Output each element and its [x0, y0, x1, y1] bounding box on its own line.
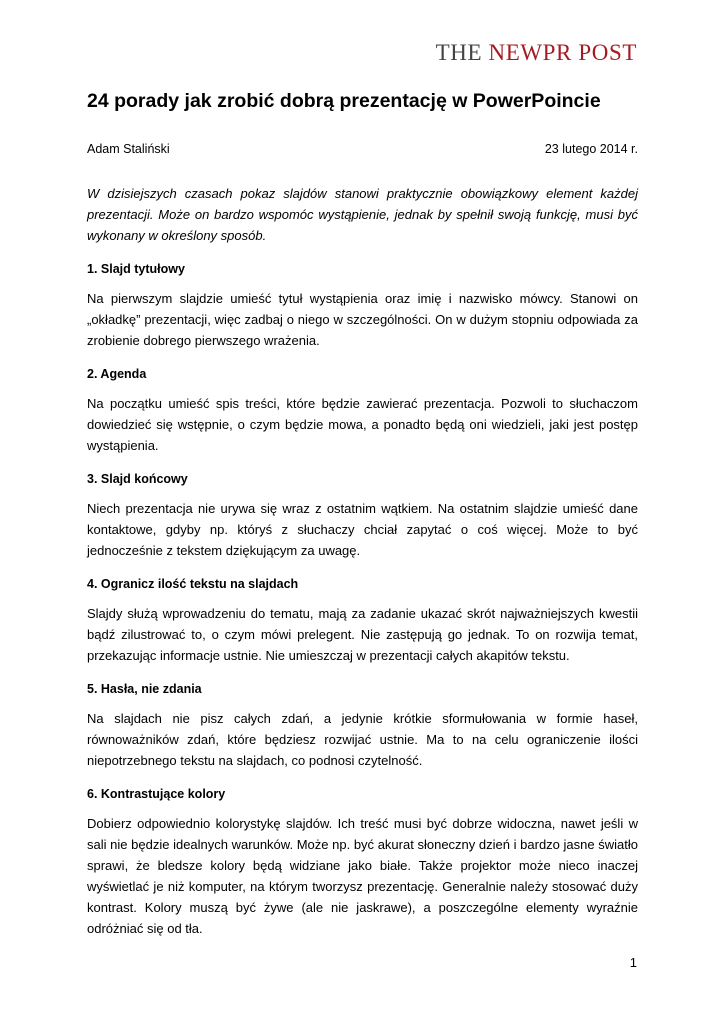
section-body: Dobierz odpowiednio kolorystykę slajdów. Ich treść musi być dobrze widoczna, nawet jeśli w sali nie będzie idealnych warunków. Może np. być akurat słoneczny dzień i bardzo jasne światło sprawi, że bledsze kolory będą widziane jako białe. Także projektor może nieco inaczej wyświetlać je niż komputer, na którym tworzysz prezentację. Generalnie należy stosować duży kontrast. Kolory muszą być żywe (ale nie jaskrawe), a poszczególne elementy wyraźnie odróżniać się od tła. — [87, 816, 638, 936]
masthead-logo — [436, 40, 637, 66]
article-meta — [87, 141, 638, 157]
logo-name: NEWPR POST — [488, 40, 637, 65]
section-body: Slajdy służą wprowadzeniu do tematu, mają za zadanie ukazać skrót najważniejszych kwestii bądź zilustrować to, o czym mówi prelegent. Nie zastępują go jednak. To on rozwija temat, przekazując informacje ustnie. Nie umieszczaj w prezentacji całych akapitów tekstu. — [87, 606, 638, 663]
article-title: 24 porady jak zrobić dobrą prezentację w PowerPoincie — [87, 90, 601, 112]
section-heading: 5. Hasła, nie zdania — [87, 682, 202, 696]
author: Adam Staliński — [87, 142, 170, 156]
section-body: Na slajdach nie pisz całych zdań, a jedynie krótkie sformułowania w formie haseł, równoważników zdań, które będziesz rozwijać ustnie. Ma to na celu ograniczenie ilości niepotrzebnego tekstu na slajdach, co podnosi czytelność. — [87, 711, 638, 768]
section-heading: 4. Ogranicz ilość tekstu na slajdach — [87, 577, 299, 591]
section-heading: 2. Agenda — [87, 367, 147, 381]
logo-the: THE — [435, 40, 483, 65]
article — [87, 88, 638, 939]
intro-paragraph: W dzisiejszych czasach pokaz slajdów stanowi praktycznie obowiązkowy element każdej prezentacji. Może on bardzo wspomóc wystąpienie, jednak by spełnił swoją funkcję, musi być wykonany w określony sposób. — [87, 186, 638, 243]
date: 23 lutego 2014 r. — [544, 142, 638, 156]
section-heading: 3. Slajd końcowy — [87, 472, 188, 486]
section-heading: 6. Kontrastujące kolory — [87, 787, 226, 801]
page-number: 1 — [629, 955, 637, 970]
section-body: Niech prezentacja nie urywa się wraz z ostatnim wątkiem. Na ostatnim slajdzie umieść dane kontaktowe, gdyby np. któryś z słuchaczy chciał zapytać o coś więcej. Może to być jednocześnie z tekstem dziękującym za uwagę. — [87, 501, 638, 558]
section-body: Na pierwszym slajdzie umieść tytuł wystąpienia oraz imię i nazwisko mówcy. Stanowi on „okładkę” prezentacji, więc zadbaj o niego w szczególności. On w dużym stopniu odpowiada za zrobienie dobrego pierwszego wrażenia. — [87, 291, 638, 348]
section-body: Na początku umieść spis treści, które będzie zawierać prezentacja. Pozwoli to słuchaczom dowiedzieć się wstępnie, o czym będzie mowa, a ponadto będą oni wiedzieli, jaki jest postęp wystąpienia. — [87, 396, 638, 453]
section-heading: 1. Slajd tytułowy — [87, 262, 185, 276]
